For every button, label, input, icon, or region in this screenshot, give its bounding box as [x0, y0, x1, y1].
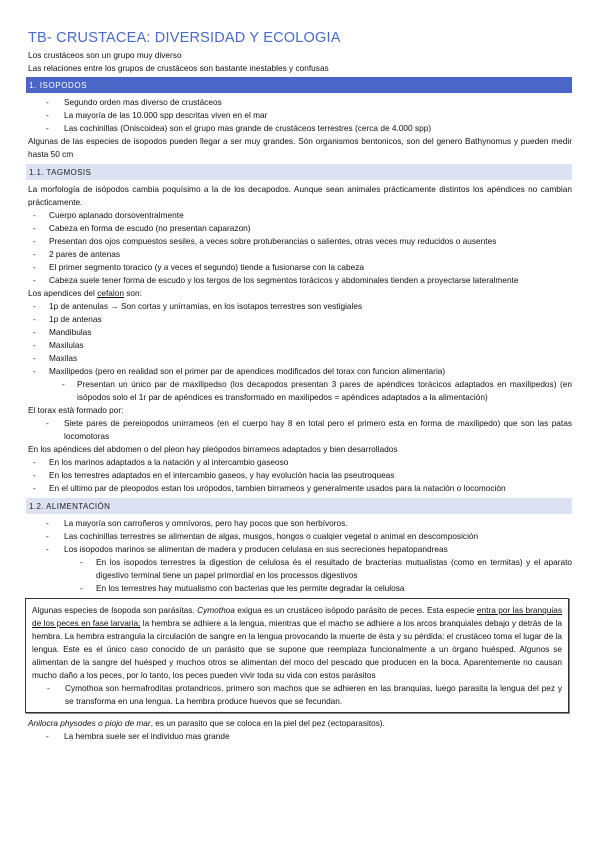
text-run: En los terrestres hay mutualismo con bacterias que les permite degradar la celulosa: [96, 583, 405, 593]
paragraph: [28, 62, 572, 75]
text-run: Presentan dos ojos compuestos sesiles, a veces sobre protuberancias o salientes, otras veces muy reducidos o ausentes: [49, 236, 497, 246]
bullet-dash-icon: -: [33, 327, 36, 337]
bullet-dash-icon: -: [62, 379, 65, 389]
text-run: Maxilas: [49, 353, 78, 363]
bullet-item: [28, 456, 572, 469]
text-run: 1p de antenulas → Son cortas y unirramias, en los isotapos terrestres son vestigiales: [49, 301, 363, 311]
bullet-dash-icon: -: [46, 97, 49, 107]
bullet-item: [28, 222, 572, 235]
text-run: Maxilulas: [49, 340, 84, 350]
text-run: La mayoría de las 10.000 spp descritas viven en el mar: [64, 110, 268, 120]
bullet-item: [28, 326, 572, 339]
text-run: Anilocra physodes o piojo de mar: [28, 718, 151, 728]
bullet-item: [28, 261, 572, 274]
bullet-item: [28, 352, 572, 365]
bullet-dash-icon: -: [33, 249, 36, 259]
text-run: 2 pares de antenas: [49, 249, 121, 259]
text-run: Las cochinillas (Oniscoidea) son el grupo mas grande de crustáceos terrestres (cerca de 4.000 spp): [64, 123, 432, 133]
paragraph: [28, 49, 572, 62]
text-run: En los apéndices del abdomen o del pleon hay pleópodos birrameos adaptados y bien desarrollados: [28, 444, 398, 454]
text-run: La hembra suele ser el individuo mas grande: [64, 731, 230, 741]
text-run: En los terrestres adaptados en el intercambio gaseos, y hay evolución hacia las pseutroqueas: [49, 470, 395, 480]
paragraph: [28, 717, 572, 730]
bullet-dash-icon: -: [33, 483, 36, 493]
bullet-dash-icon: -: [33, 314, 36, 324]
text-run: La morfología de isópodos cambia poquísimo a la de los decapodos. Aunque sean animales prácticamente distintos los apéndices no cambian prácticamente.: [28, 184, 572, 207]
bullet-dash-icon: -: [46, 123, 49, 133]
bullet-item: [28, 274, 572, 287]
text-run: El torax està formado por:: [28, 405, 124, 415]
bullet-item: [28, 235, 572, 248]
bullet-dash-icon: -: [33, 366, 36, 376]
text-run: El primer segmento toracico (y a veces el segundo) tiende a fusionarse con la cabeza: [49, 262, 364, 272]
bullet-dash-icon: -: [46, 110, 49, 120]
paragraph: [28, 287, 572, 300]
text-run: Cymothoa: [197, 605, 235, 615]
text-run: Cabeza en forma de escudo (no presentan caparazon): [49, 223, 251, 233]
subsection-heading: [26, 164, 572, 180]
text-run: En los isopodos terrestres la digestion de celulosa és el resultado de bracterias mutualistas (como en termitas) y el aparato digestivo terminal tiene un papel primordial en los processos digestivos: [96, 557, 572, 580]
bullet-item: [28, 248, 572, 261]
bullet-dash-icon: -: [46, 418, 49, 428]
text-run: En el ultimo par de pleopodos estan los urópodos, tambien birrameos y generalmente usados para la natación o locomoción: [49, 483, 506, 493]
bullet-item: [28, 313, 572, 326]
text-run: Siete pares de pereiopodos unirrameos (en el cuerpo hay 8 en total pero el primero esta en forma de maxilipedo) que son las patas locomotoras: [64, 418, 572, 441]
bullet-dash-icon: -: [33, 223, 36, 233]
document-body: [28, 49, 572, 743]
bullet-item: [28, 109, 572, 122]
bullet-dash-icon: -: [33, 457, 36, 467]
text-run: 1p de antenas: [49, 314, 102, 324]
paragraph: [28, 404, 572, 417]
bullet-dash-icon: -: [80, 557, 83, 567]
bullet-dash-icon: -: [33, 275, 36, 285]
bullet-item: [28, 122, 572, 135]
text-run: Presentan un único par de maxilipedso (los decapodos presentan 3 pares de apéndices torácicos adaptados en maxilipedos) (en isópodos solo el 1r par de apéndices es transformado en maxilipedos = apéndices adaptados a la alimentación): [77, 379, 572, 402]
bullet-dash-icon: -: [46, 531, 49, 541]
bullet-item: [28, 543, 572, 556]
bullet-item: [28, 469, 572, 482]
bullet-dash-icon: -: [33, 262, 36, 272]
document-page: [28, 28, 572, 743]
paragraph: [28, 183, 572, 209]
section-heading: [26, 77, 572, 93]
text-run: Mandibulas: [49, 327, 92, 337]
text-run: Los apendices del: [28, 288, 98, 298]
text-run: Cuerpo aplanado dorsoventralmente: [49, 210, 184, 220]
paragraph: [28, 443, 572, 456]
bullet-dash-icon: -: [46, 518, 49, 528]
text-run: Algunas de las especies de isopodos pueden llegar a ser muy grandes. Són organismos bentonicos, son del genero Bathynomus y pueden medir hasta 50 cm: [28, 136, 572, 159]
bullet-item: [28, 300, 572, 313]
bullet-item: [28, 209, 572, 222]
sub-bullet-item: [28, 556, 572, 582]
text-run: Las relaciones entre los grupos de crustáceos son bastante inestables y confusas: [28, 63, 329, 73]
bullet-item: [28, 339, 572, 352]
text-run: Segundo orden mas diverso de crustáceos: [64, 97, 222, 107]
paragraph: [28, 135, 572, 161]
bullet-dash-icon: -: [33, 353, 36, 363]
parasite-note-box: [25, 598, 569, 713]
text-run: 1. ISOPODOS: [29, 81, 88, 90]
bullet-item: [28, 365, 572, 378]
document-title: TB- CRUSTACEA: DIVERSIDAD Y ECOLOGIA: [28, 30, 341, 46]
bullet-item: [28, 482, 572, 495]
bullet-dash-icon: -: [46, 544, 49, 554]
bullet-item: [28, 517, 572, 530]
text-run: la hembra se adhiere a la lengua, mientras que el macho se adhiere a los arcos branquiales debajo y detrás de la hembra. La hembra estrangula la circulación de sangre en la lengua provocando la muerte de ésta y su pérdida: el crustáceo toma el lugar de la lengua. Este es el único caso conocido de un parásito que se supone que reemplaza funcionalmente a un órgano huésped. Algunos se alimentan de la sangre del huésped y muchos otros se alimentan del moco del pescado que producen en la boca. Aparentemente no causan mucho daño a los peces, por lo tanto, los peces pueden vivir toda su vida con estos parásitos: [32, 618, 562, 680]
bullet-dash-icon: -: [80, 583, 83, 593]
bullet-dash-icon: -: [33, 236, 36, 246]
sub-bullet-item: [28, 378, 572, 404]
bullet-dash-icon: -: [33, 340, 36, 350]
text-run: Los crustáceos son un grupo muy diverso: [28, 50, 182, 60]
text-run: En los marinos adaptados a la natación y al intercambio gaseoso: [49, 457, 289, 467]
text-run: Cabeza suele tener forma de escudo y los tergos de los segmentos torácicos y abdominales tienden a proyectarse lateralmente: [49, 275, 519, 285]
bullet-dash-icon: -: [33, 210, 36, 220]
bullet-item: [32, 682, 562, 708]
bullet-item: [28, 417, 572, 443]
bullet-dash-icon: -: [33, 301, 36, 311]
subsection-heading: [26, 498, 572, 514]
text-run: 1.1. TAGMOSIS: [29, 168, 92, 177]
bullet-dash-icon: -: [47, 683, 50, 693]
sub-bullet-item: [28, 582, 572, 595]
text-run: Los isopodos marinos se alimentan de madera y producen celulasa en sus secreciones hepatopandreas: [64, 544, 448, 554]
text-run: Cymothoa son hermafroditas protandricos, primero son machos que se adhieren en las branquias, luego parasita la lengua del pez y se transforma en una lengua. La hembra produce huevos que se fecundan.: [65, 683, 562, 706]
text-run: son:: [123, 288, 142, 298]
text-run: Las cochinillas terrestres se alimentan de algas, musgos, hongos o cualqier vegetal o animal en descomposición: [64, 531, 479, 541]
bullet-item: [28, 730, 572, 743]
bullet-item: [28, 530, 572, 543]
text-run: exigua es un crustáceo isópodo parásito de peces. Esta especie: [234, 605, 477, 615]
text-run: entra por las branquias de los peces en fase larvaria;: [32, 605, 562, 628]
text-run: La mayoría son carroñeros y omnívoros, pero hay pocos que son herbívoros.: [64, 518, 348, 528]
paragraph: [32, 604, 562, 682]
bullet-item: [28, 96, 572, 109]
text-run: Maxilipedos (pero en realidad son el primer par de apendices modificados del torax con funcion alimentaria): [49, 366, 446, 376]
bullet-dash-icon: -: [33, 470, 36, 480]
bullet-dash-icon: -: [46, 731, 49, 741]
text-run: , es un parasito que se coloca en la piel del pez (ectoparasitos).: [150, 718, 385, 728]
text-run: cefalon: [97, 288, 124, 298]
text-run: 1.2. ALIMENTACIÓN: [29, 502, 111, 511]
text-run: Algunas especies de Isopoda son parásitas.: [32, 605, 198, 615]
